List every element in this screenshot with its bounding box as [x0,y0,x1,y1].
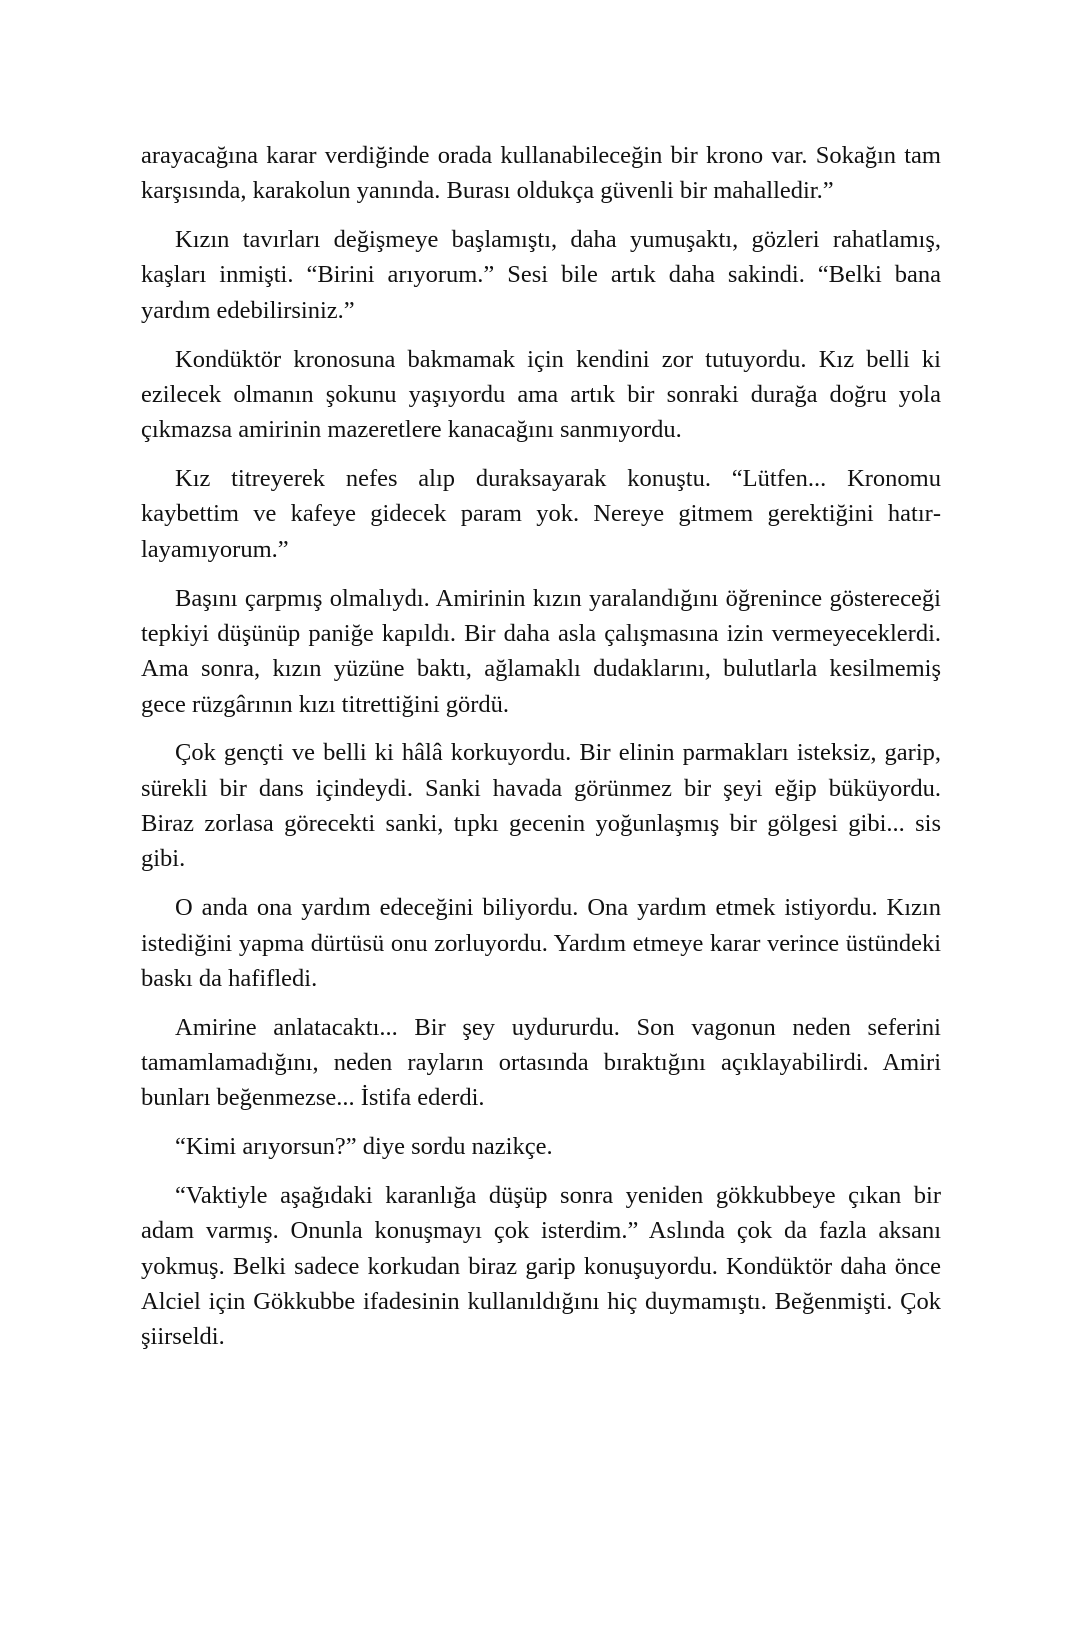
paragraph-6: Çok gençti ve belli ki hâlâ korkuyordu. Bir elinin parmakları isteksiz, garip, sürekli bir dans içindeydi. Sanki havada görünmez bir şeyi eğip büküyordu. Biraz zorlasa görecekti sanki, tıpkı gecenin yoğunlaşmış bir gölgesi gibi... sis gibi. [141,739,941,873]
paragraph-9: “Kimi arıyorsun?” diye sordu nazikçe. [175,1133,553,1161]
paragraph-2: Kızın tavırları değişmeye başlamıştı, daha yumuşaktı, gözleri rahatlamış, kaşları inmişti. “Birini arıyorum.” Sesi bile artık daha sakindi. “Belki bana yardım edebilirsiniz.” [141,226,941,324]
paragraph-1: arayacağına karar verdiğinde orada kullanabileceğin bir krono var. Sokağın tam karşısında, karakolun yanında. Burası oldukça güvenli bir mahalledir.” [141,142,941,205]
paragraph-8: Amirine anlatacaktı... Bir şey uydururdu. Son vagonun neden seferini tamamlamadığını, neden rayların ortasında bıraktığını açıklayabilirdi. Amiri bunları beğenmezse... İstifa ederdi. [141,1013,941,1112]
paragraph-3: Kondüktör kronosuna bakmamak için kendini zor tutuyordu. Kız belli ki ezilecek olmanın şokunu yaşıyordu ama artık bir sonraki durağa doğru yola çıkmazsa amirinin mazeretlere kanacağını sanmıyordu. [141,345,941,444]
paragraph-5: Başını çarpmış olmalıydı. Amirinin kızın yaralandığını öğrenince göstereceği tepkiyi düşünüp paniğe kapıldı. Bir daha asla çalışmasına izin vermeyeceklerdi. Ama sonra, kızın yüzüne baktı, ağlamaklı dudaklarını, bulutlarla kesilmemiş gece rüzgârının kızı titrettiğini gördü. [141,584,941,718]
paragraph-10: “Vaktiyle aşağıdaki karanlığa düşüp sonra yeniden gökkubbeye çıkan bir adam varmış. Onunla konuşmayı çok isterdim.” Aslında çok da fazla aksanı yokmuş. Belki sadece korkudan biraz garip konuşuyordu. Kondüktör daha önce Alciel için Gökkubbe ifadesinin kullanıldığını hiç duymamıştı. Beğenmişti. Çok şiirseldi. [141,1182,941,1351]
paragraph-7: O anda ona yardım edeceğini biliyordu. Ona yardım etmek istiyordu. Kızın istediğini yapma dürtüsü onu zorluyordu. Yardım etmeye karar verince üstündeki baskı da hafifledi. [141,894,941,992]
paragraph-4: Kız titreyerek nefes alıp duraksayarak konuştu. “Lütfen... Kronomu kaybettim ve kafeye gidecek param yok. Nereye gitmem gerektiğini hatırlayamıyorum.” [141,465,941,563]
body-text [141,138,941,1368]
